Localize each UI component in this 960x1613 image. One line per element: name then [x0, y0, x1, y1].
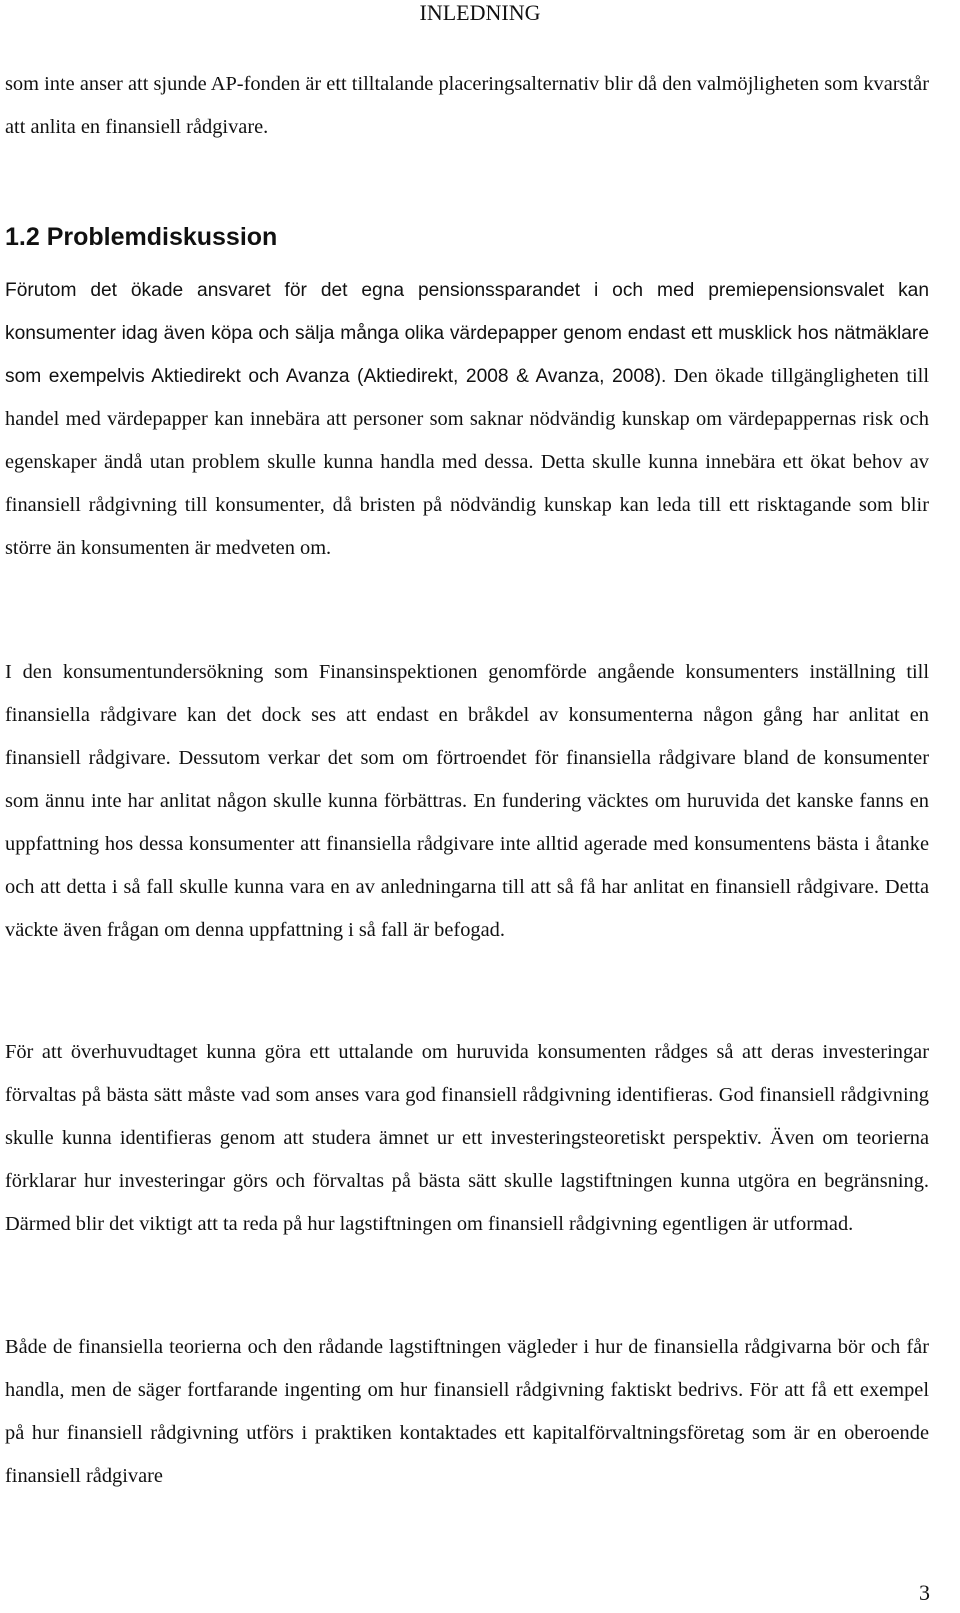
problem-paragraph-4: Både de finansiella teorierna och den rådande lagstiftningen vägleder i hur de finansiella rådgivarna bör och får handla, men de säger fortfarande ingenting om hur finansiell rådgivning faktiskt bedrivs. För att få ett exempel på hur finansiell rådgivning utförs i praktiken kontaktades ett kapitalförvaltningsföretag som är en oberoende finansiell rådgivare — [5, 1336, 929, 1487]
problem-paragraph-2: I den konsumentundersökning som Finansinspektionen genomförde angående konsumenters inställning till finansiella rådgivare kan det dock ses att endast en bråkdel av konsumenterna någon gång har anlitat en finansiell rådgivare. Dessutom verkar det som om förtroendet för finansiella rådgivare bland de konsumenter som ännu inte har anlitat någon skulle kunna förbättras. En fundering väcktes om huruvida det kanske fanns en uppfattning hos dessa konsumenter att finansiella rådgivare inte alltid agerade med konsumentens bästa i åtanke och att detta i så fall skulle kunna vara en av anledningarna till att så få har anlitat en finansiell rådgivare. Detta väckte även frågan om denna uppfattning i så fall är befogad. — [5, 661, 929, 941]
page-number: 3 — [919, 1580, 930, 1605]
intro-paragraph: som inte anser att sjunde AP-fonden är ett tilltalande placeringsalternativ blir då den valmöjligheten som kvarstår att anlita en finansiell rådgivare. — [5, 73, 929, 138]
section-heading: 1.2 Problemdiskussion — [5, 223, 278, 251]
problem-paragraph-1 — [5, 269, 929, 570]
problem-paragraph-3: För att överhuvudtaget kunna göra ett uttalande om huruvida konsumenten rådges så att deras investeringar förvaltas på bästa sätt måste vad som anses vara god finansiell rådgivning identifieras. God finansiell rådgivning skulle kunna identifieras genom att studera ämnet ur ett investeringsteoretiskt perspektiv. Även om teorierna förklarar hur investeringar görs och förvaltas på bästa sätt skulle lagstiftningen kunna utgöra en begränsning. Därmed blir det viktigt att ta reda på hur lagstiftningen om finansiell rådgivning egentligen är utformad. — [5, 1041, 929, 1235]
problem-paragraph-1-serif-text: Den ökade tillgängligheten till handel med värdepapper kan innebära att personer som saknar nödvändig kunskap om värdepappernas risk och egenskaper ändå utan problem skulle kunna handla med dessa. Detta skulle kunna innebära ett ökat behov av finansiell rådgivning till konsumenter, då bristen på nödvändig kunskap kan leda till ett risktagande som blir större än konsumenten är medveten om. — [5, 365, 929, 559]
running-header: INLEDNING — [419, 0, 541, 25]
problem-paragraph-1-sans-text: Förutom det ökade ansvaret för det egna pensionssparandet i och med premiepensionsvalet kan konsumenter idag även köpa och sälja många olika värdepapper genom endast ett musklick hos nätmäklare som exempelvis Aktiedirekt och Avanza (Aktiedirekt, 2008 & Avanza, 2008). — [5, 280, 929, 387]
